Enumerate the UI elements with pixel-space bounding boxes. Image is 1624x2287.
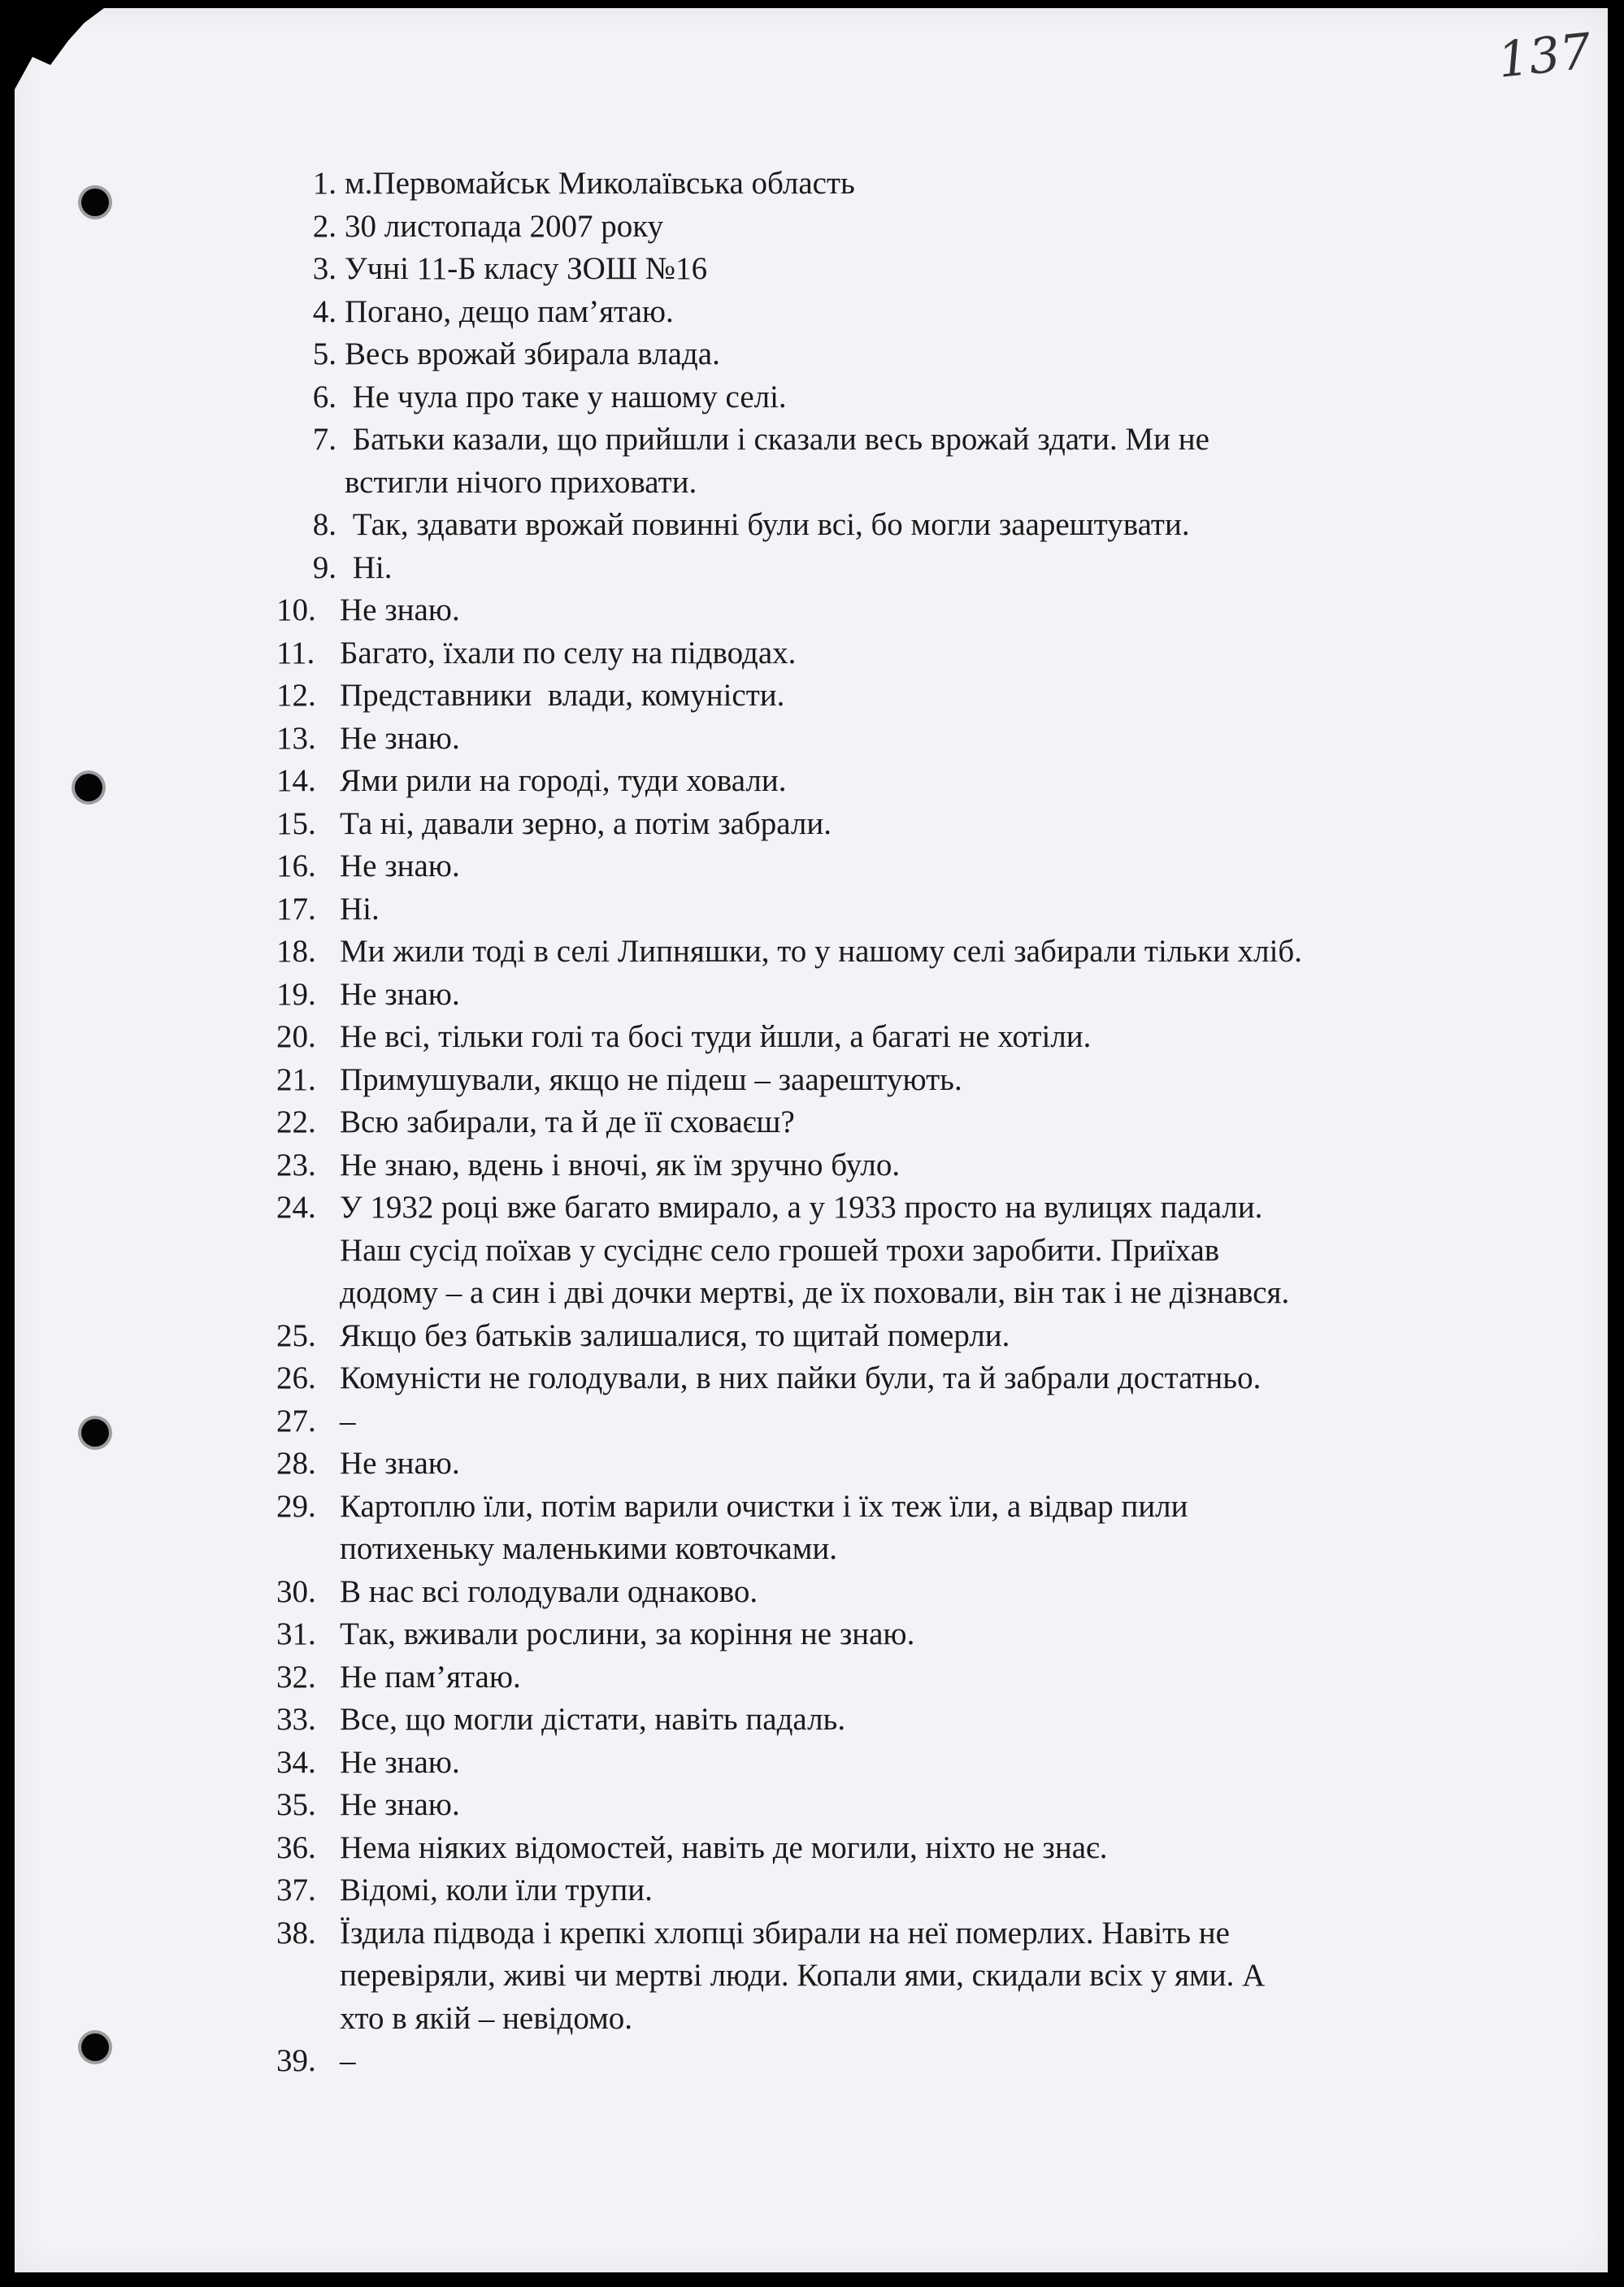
answer-item [276,1315,1577,1358]
answer-item [276,2040,1577,2083]
answer-text: Багато, їхали по селу на підводах. [340,635,797,670]
answer-item [276,1016,1577,1059]
handwritten-page-number: 137 [1496,23,1595,89]
answer-text: Не знаю. [340,848,460,883]
answer-item [276,504,1577,547]
answer-item [276,675,1577,718]
answer-item [276,547,1577,590]
answer-text: – [340,2043,356,2078]
answer-number: 8. [312,507,337,542]
answer-text: Весь врожай збирала влада. [345,336,720,371]
answer-text: Не знаю. [340,720,460,756]
answer-item [276,760,1577,803]
answer-item [276,1869,1577,1912]
answer-item [276,1101,1577,1144]
punch-hole-icon [81,1419,109,1447]
answer-number: 6. [312,379,337,414]
answer-item [276,931,1577,974]
answer-text: Не знаю, вдень і вночі, як їм зручно було. [340,1147,901,1183]
answer-number: 11. [276,635,315,670]
answer-text: м.Первомайськ Миколаївська область [345,166,855,201]
answer-text: Учні 11-Б класу ЗОШ №16 [345,251,708,286]
answer-number: 34. [276,1744,316,1780]
answer-text: Так, здавати врожай повинні були всі, бо могли заарештувати. [345,507,1190,542]
answer-number: 9. [312,549,337,585]
answer-text: Та ні, давали зерно, а потім забрали. [340,805,832,841]
answer-number: 39. [276,2043,316,2078]
punch-hole-icon [81,2033,109,2061]
answer-item [276,1742,1577,1785]
answer-item [276,419,1577,504]
answer-text: Якщо без батьків залишалися, то щитай померли. [340,1317,1010,1353]
answer-list [276,163,1577,2083]
answer-number: 3. [312,251,337,286]
answer-item [276,845,1577,888]
answer-text: Не чула про таке у нашому селі. [345,379,787,414]
answer-number: 29. [276,1488,316,1524]
answer-number: 27. [276,1403,316,1439]
answer-item [276,1912,1577,2041]
answer-number: 14. [276,763,316,798]
answer-text: У 1932 році вже багато вмирало, а у 1933 просто на вулицях падали. Наш сусід поїхав у сусіднє село грошей трохи заробити. Приїхав додому – а син і дві дочки мертві, де їх поховали, він так і не дізнався. [340,1190,1290,1310]
answer-number: 28. [276,1446,316,1481]
answer-text: Їздила підвода і крепкі хлопці збирали на неї померлих. Навіть не перевіряли, живі чи мертві люди. Копали ями, скидали всіх у ями. А хто в якій – невідомо. [340,1915,1266,2036]
answer-text: Відомі, коли їли трупи. [340,1873,653,1907]
answer-item [276,1613,1577,1656]
answer-number: 12. [276,678,316,713]
answer-item [276,333,1577,376]
answer-text: Батьки казали, що прийшли і сказали весь врожай здати. Ми не встигли нічого приховати. [345,422,1209,500]
answer-item [276,1187,1577,1315]
answer-item [276,1059,1577,1102]
punch-hole-icon [75,774,102,801]
answer-item [276,718,1577,761]
answer-text: В нас всі голодували однаково. [340,1573,758,1609]
answer-text: Погано, дещо пам’ятаю. [345,293,674,329]
answer-item [276,1699,1577,1742]
answer-text: Комуністи не голодували, в них пайки були, та й забрали достатньо. [340,1360,1261,1395]
answer-item [276,1357,1577,1400]
answer-item [276,163,1577,206]
answer-number: 37. [276,1873,316,1907]
answer-number: 20. [276,1019,316,1054]
answer-text: Примушували, якщо не підеш – заарештують. [340,1061,962,1097]
answer-text: Всю забирали, та й де її сховаєш? [340,1104,795,1139]
answer-item [276,248,1577,291]
answer-number: 17. [276,891,316,927]
answer-item [276,291,1577,334]
answer-item [276,1443,1577,1486]
answer-number: 21. [276,1061,316,1097]
answer-item [276,1571,1577,1614]
answer-number: 16. [276,848,316,883]
answer-number: 1. [312,166,337,201]
answer-text: Ями рили на городі, туди ховали. [340,763,787,798]
answer-text: Ні. [340,891,380,927]
answer-text: Не пам’ятаю. [340,1659,521,1695]
answer-item [276,1400,1577,1443]
answer-number: 19. [276,976,316,1012]
answer-number: 24. [276,1190,316,1225]
answer-text: Не знаю. [340,976,460,1012]
answer-number: 30. [276,1573,316,1609]
answer-number: 7. [312,422,337,457]
answer-item [276,1656,1577,1699]
answer-number: 33. [276,1702,316,1737]
answer-item [276,1827,1577,1870]
answer-number: 2. [312,208,337,244]
answer-item [276,1486,1577,1571]
answer-number: 35. [276,1787,316,1822]
answer-number: 26. [276,1360,316,1395]
answer-text: – [340,1403,356,1439]
answer-number: 38. [276,1915,316,1951]
answer-item [276,589,1577,632]
answer-text: 30 листопада 2007 року [345,208,664,244]
answer-text: Нема ніяких відомостей, навіть де могили, ніхто не знає. [340,1829,1108,1865]
answer-number: 4. [312,293,337,329]
answer-text: Картоплю їли, потім варили очистки і їх теж їли, а відвар пили потихеньку маленькими ковточками. [340,1488,1188,1566]
answer-number: 36. [276,1829,316,1865]
answer-item [276,1784,1577,1827]
answer-number: 10. [276,592,316,627]
answer-number: 22. [276,1104,316,1139]
answer-number: 32. [276,1659,316,1695]
answer-number: 18. [276,934,316,969]
answer-text: Так, вживали рослини, за коріння не знаю. [340,1617,915,1651]
answer-item [276,376,1577,419]
answer-item [276,803,1577,846]
answer-item [276,1144,1577,1187]
answer-text: Представники влади, комуністи. [340,678,785,713]
punch-hole-icon [81,189,109,216]
answer-item [276,632,1577,675]
answer-number: 23. [276,1147,316,1183]
answer-item [276,888,1577,931]
answer-text: Ми жили тоді в селі Липняшки, то у нашому селі забирали тільки хліб. [340,934,1303,969]
answer-item [276,206,1577,249]
answer-number: 13. [276,720,316,756]
answer-item [276,974,1577,1017]
answer-number: 5. [312,336,337,371]
answer-text: Не знаю. [340,1744,460,1780]
answer-number: 15. [276,805,316,841]
answer-text: Ні. [345,549,393,585]
answer-number: 25. [276,1317,316,1353]
answer-text: Все, що могли дістати, навіть падаль. [340,1702,846,1737]
answer-text: Не всі, тільки голі та босі туди йшли, а багаті не хотіли. [340,1019,1092,1054]
answer-number: 31. [276,1617,316,1651]
answer-text: Не знаю. [340,1787,460,1822]
answer-text: Не знаю. [340,1446,460,1481]
answer-text: Не знаю. [340,592,460,627]
